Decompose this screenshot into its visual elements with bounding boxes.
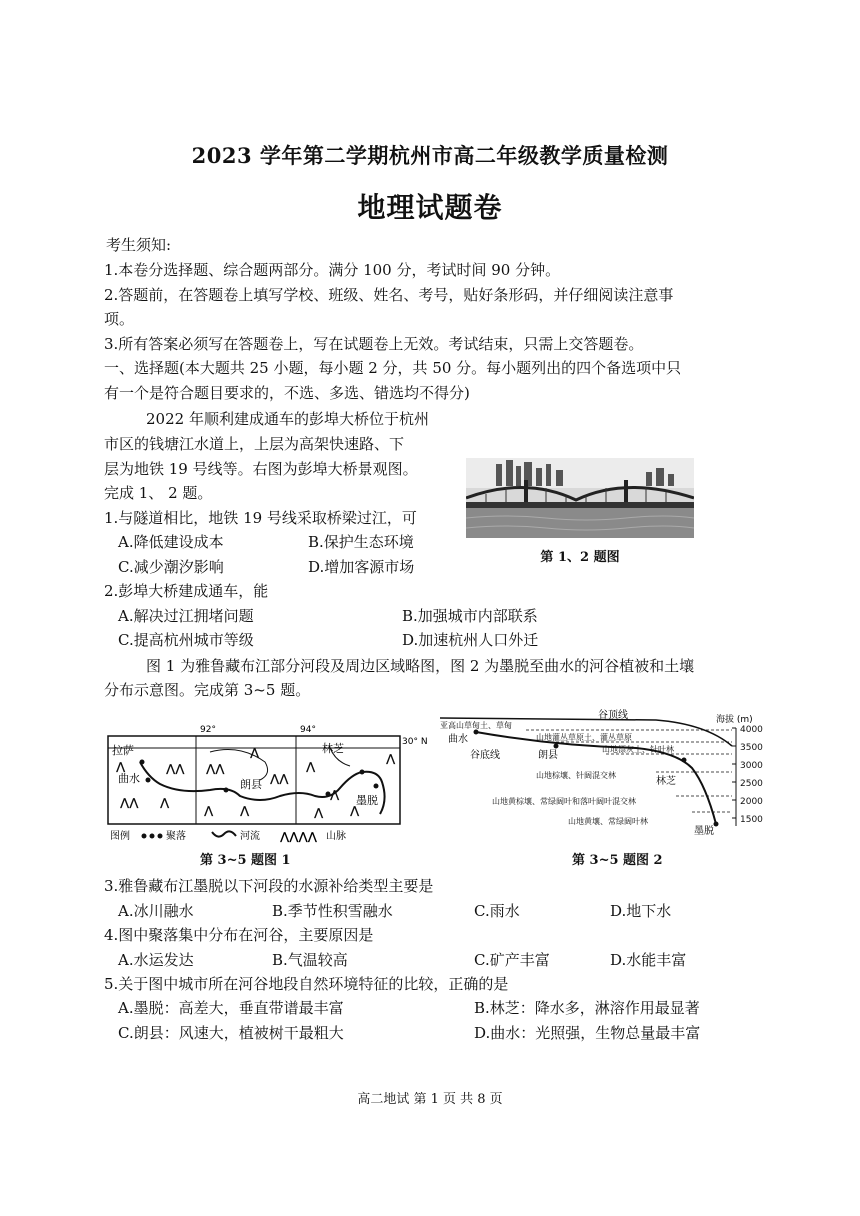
passage1-line-1: 2022 年顺利建成通车的彭埠大桥位于杭州	[146, 410, 429, 428]
svg-text:⋀: ⋀	[204, 804, 214, 817]
q5-stem: 5.关于图中城市所在河谷地段自然环境特征的比较，正确的是	[104, 975, 509, 993]
profile-caption: 第 3~5 题图 2	[572, 853, 663, 868]
svg-text:⋀: ⋀	[306, 760, 316, 773]
q2-stem: 2.彭埠大桥建成通车，能	[104, 582, 269, 600]
section-heading-line1: 一、选择题(本大题共 25 小题，每小题 2 分，共 50 分。每小题列出的四个备选项中只	[104, 359, 682, 377]
passage2-line-1: 图 1 为雅鲁藏布江部分河段及周边区域略图，图 2 为墨脱至曲水的河谷植被和土壤	[146, 657, 695, 675]
passage1-line-4: 完成 1、 2 题。	[104, 484, 213, 502]
q5-option-c: C.朗县：风速大，植被树干最粗大	[118, 1024, 344, 1042]
svg-text:⋀⋀: ⋀⋀	[166, 762, 185, 775]
svg-text:⋀⋀: ⋀⋀	[120, 796, 139, 809]
q5-option-d: D.曲水：光照强，生物总量最丰富	[474, 1024, 701, 1042]
q1-option-d: D.增加客源市场	[308, 558, 415, 576]
svg-text:⋀: ⋀	[386, 752, 396, 765]
zone-label-2: 山地灌丛草原土、灌丛草原	[536, 733, 632, 742]
notice-item-2-cont: 项。	[104, 310, 135, 328]
photo-caption: 第 1、2 题图	[540, 550, 620, 565]
profile-top-line-label: 谷顶线	[598, 710, 628, 721]
map-lon-92: 92°	[200, 725, 216, 735]
map-figure-1	[100, 722, 440, 846]
q2-option-c: C.提高杭州城市等级	[118, 631, 254, 649]
profile-tick-2500: 2500	[740, 779, 763, 789]
notice-heading: 考生须知:	[106, 236, 172, 254]
profile-place-qushui: 曲水	[448, 734, 468, 745]
q1-option-c: C.减少潮汐影响	[118, 558, 224, 576]
passage1-line-2: 市区的钱塘江水道上，上层为高架快速路、下	[104, 435, 405, 453]
map-legend-label: 图例	[110, 831, 130, 842]
svg-text:⋀: ⋀	[330, 788, 340, 801]
zone-label-5: 山地黄棕壤、常绿阔叶和落叶阔叶混交林	[492, 797, 636, 806]
q2-option-b: B.加强城市内部联系	[402, 607, 538, 625]
q3-option-c: C.雨水	[474, 902, 520, 920]
zone-label-6: 山地黄壤、常绿阔叶林	[568, 817, 648, 826]
profile-tick-3000: 3000	[740, 761, 763, 771]
map-place-lhasa: 拉萨	[112, 744, 134, 757]
river-legend-icon	[212, 831, 236, 836]
exam-title: 2023 学年第二学期杭州市高二年级教学质量检测	[191, 143, 669, 168]
profile-place-medog: 墨脱	[694, 826, 714, 837]
bridge-photo	[466, 458, 694, 538]
svg-text:⋀: ⋀	[250, 746, 260, 759]
q3-option-b: B.季节性积雪融水	[272, 902, 393, 920]
notice-item-3: 3.所有答案必须写在答题卷上，写在试题卷上无效。考试结束，只需上交答题卷。	[104, 335, 644, 353]
q3-option-a: A.冰川融水	[118, 902, 194, 920]
svg-text:⋀: ⋀	[116, 760, 126, 773]
q5-option-b: B.林芝：降水多，淋溶作用最显著	[474, 999, 700, 1017]
svg-text:⋀: ⋀	[350, 804, 360, 817]
page-footer: 高二地试 第 1 页 共 8 页	[357, 1092, 503, 1107]
svg-text:⋀⋀: ⋀⋀	[206, 762, 225, 775]
map-place-linzhi: 林芝	[322, 742, 344, 755]
q3-stem: 3.雅鲁藏布江墨脱以下河段的水源补给类型主要是	[104, 877, 434, 895]
q4-option-a: A.水运发达	[118, 951, 194, 969]
q4-stem: 4.图中聚落集中分布在河谷，主要原因是	[104, 926, 374, 944]
q2-option-a: A.解决过江拥堵问题	[118, 607, 254, 625]
profile-tick-3500: 3500	[740, 743, 763, 753]
map-legend-river: 河流	[240, 831, 260, 842]
profile-place-langxian: 朗县	[538, 750, 558, 761]
svg-text:⋀: ⋀	[240, 804, 250, 817]
passage2-line-2: 分布示意图。完成第 3~5 题。	[104, 681, 311, 699]
q3-option-d: D.地下水	[610, 902, 672, 920]
profile-tick-4000: 4000	[740, 725, 763, 735]
map-lon-94: 94°	[300, 725, 316, 735]
svg-text:⋀: ⋀	[160, 796, 170, 809]
zone-label-3: 山地漂灰土、针叶林	[602, 745, 674, 754]
zone-label-1: 亚高山草甸土、草甸	[440, 721, 512, 730]
profile-bottom-line-label: 谷底线	[470, 750, 500, 761]
section-heading-line2: 有一个是符合题目要求的，不选、多选、错选均不得分)	[104, 384, 470, 402]
q4-option-c: C.矿产丰富	[474, 951, 550, 969]
exam-subtitle: 地理试题卷	[357, 191, 503, 224]
q2-option-d: D.加速杭州人口外迁	[402, 631, 539, 649]
profile-figure-2	[436, 706, 772, 846]
mountain-legend-icon: ⋀⋀⋀⋀	[280, 830, 318, 843]
map-legend-settlement: 聚落	[166, 831, 186, 842]
profile-tick-2000: 2000	[740, 797, 763, 807]
map-lat-30: 30° N	[402, 737, 428, 747]
map-place-medog: 墨脱	[356, 794, 378, 807]
map-legend-mountain: 山脉	[326, 831, 346, 842]
q4-option-b: B.气温较高	[272, 951, 348, 969]
passage1-line-3: 层为地铁 19 号线等。右图为彭埠大桥景观图。	[104, 460, 418, 478]
profile-axis-title: 海拔 (m)	[716, 715, 753, 725]
q5-option-a: A.墨脱：高差大，垂直带谱最丰富	[118, 999, 344, 1017]
q1-option-b: B.保护生态环境	[308, 533, 414, 551]
svg-text:⋀⋀: ⋀⋀	[270, 772, 289, 785]
notice-item-1: 1.本卷分选择题、综合题两部分。满分 100 分，考试时间 90 分钟。	[104, 261, 561, 279]
q1-stem: 1.与隧道相比，地铁 19 号线采取桥梁过江，可	[104, 509, 417, 527]
map-place-qushui: 曲水	[118, 772, 140, 785]
profile-place-linzhi: 林芝	[656, 776, 676, 787]
map-place-langxian: 朗县	[240, 778, 262, 791]
svg-text:⋀: ⋀	[314, 806, 324, 819]
profile-tick-1500: 1500	[740, 815, 763, 825]
notice-item-2: 2.答题前，在答题卷上填写学校、班级、姓名、考号，贴好条形码，并仔细阅读注意事	[104, 286, 674, 304]
zone-label-4: 山地棕壤、针阔混交林	[536, 771, 616, 780]
q1-option-a: A.降低建设成本	[118, 533, 224, 551]
q4-option-d: D.水能丰富	[610, 951, 687, 969]
map-caption: 第 3~5 题图 1	[200, 853, 291, 868]
